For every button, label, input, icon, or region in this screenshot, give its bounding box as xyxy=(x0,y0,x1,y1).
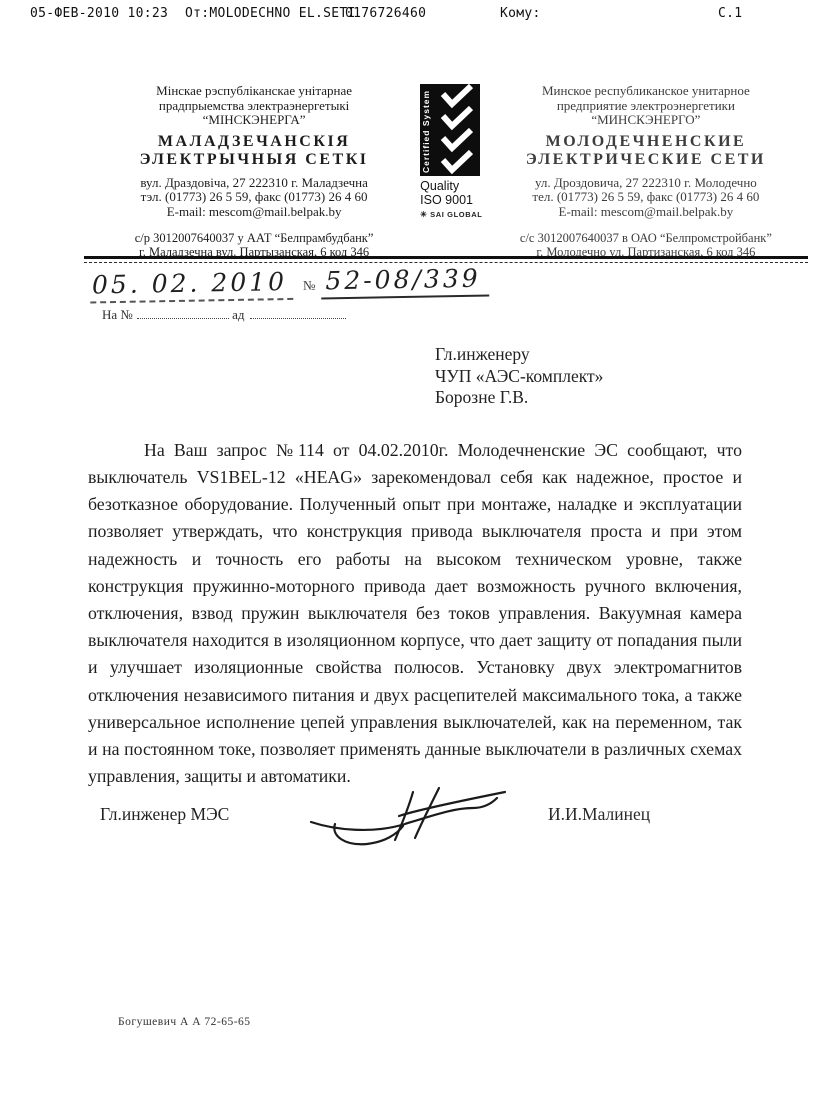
address-line: вул. Драздовіча, 27 222310 г. Маладзечна xyxy=(140,174,368,190)
address-block xyxy=(484,176,808,220)
reply-infix-label: ад xyxy=(232,307,245,322)
reply-number-blank xyxy=(137,306,229,319)
iso-certification-logo xyxy=(420,84,484,259)
company-name: МАЛАДЗЕЧАНСКІЯ xyxy=(157,132,351,150)
letterhead xyxy=(92,84,808,259)
company-name: ЭЛЕКТРИЧЕСКИЕ СЕТИ xyxy=(525,150,766,168)
certified-system-badge xyxy=(420,84,480,176)
handwritten-outgoing-number: 52-08/339 xyxy=(321,264,489,300)
bank-details xyxy=(484,231,808,259)
recipient-company: ЧУП «АЭС-комплект» xyxy=(435,365,604,386)
fax-sender: От:MOLODECHNO EL.SETI xyxy=(185,6,356,21)
org-line: прадпрыемства электраэнергетыкі xyxy=(158,97,350,113)
org-line: “МІНСКЭНЕРГА” xyxy=(202,112,306,127)
reply-date-blank xyxy=(250,306,346,319)
email-line: E-mail: mescom@mail.belpak.by xyxy=(166,203,342,219)
sai-global-text: SAI GLOBAL xyxy=(430,210,483,219)
org-line: Минское республиканское унитарное xyxy=(541,83,750,98)
iso-9001-label: ISO 9001 xyxy=(420,193,473,207)
fax-number: 0176726460 xyxy=(345,6,427,21)
org-line: Мінскае рэспубліканскае унітарнае xyxy=(156,83,353,98)
bank-line: г. Маладзечна вул. Партызанская, 6 код 346 xyxy=(139,245,370,259)
handwritten-date: 05. 02. 2010 xyxy=(90,267,294,304)
fax-page-number: С.1 xyxy=(718,6,743,21)
bank-line: г. Молодечно ул. Партизанская, 6 код 346 xyxy=(536,245,756,259)
quality-label: Quality xyxy=(420,179,460,193)
executor-contact: Богушевич А А 72-65-65 xyxy=(118,1016,251,1028)
letterhead-russian xyxy=(484,84,808,259)
company-name: ЭЛЕКТРЫЧНЫЯ СЕТКІ xyxy=(139,150,369,168)
certified-system-label: Certified System xyxy=(421,89,432,173)
letter-body: На Ваш запрос №114 от 04.02.2010г. Молодечненские ЭС сообщают, что выключатель VS1BEL-12 «HEAG» зарекомендовал себя как надежное, простое и безотказное оборудование. Полученный опыт при монтаже, наладке и эксплуатации позволяет утверждать, что конструкция привода выключателя проста и при этом надежность и точность его работы на высоком техническом уровне, также конструкция пружинно-моторного привода дает возможность ручного включения, отключения, взвод пружин выключателя без токов управления. Вакуумная камера выключателя находится в изоляционном корпусе, что дает защиту от попадания пыли и улучшает изоляционные свойства полюсов. Установку двух электромагнитов отключения независимого питания и двух расцепителей максимального тока, а также универсальное исполнение цепей управления выключателей, как на переменном, так и на постоянном токе, позволяет применять данные выключатели в различных схемах управления, защиты и автоматики. xyxy=(88,439,742,787)
fax-datetime: 05-ФЕВ-2010 10:23 xyxy=(30,6,169,21)
fax-recipient-label: Кому: xyxy=(500,6,541,21)
reply-prefix-label: На № xyxy=(102,307,133,322)
separator-rule-thin xyxy=(84,262,808,263)
checkmarks-icon xyxy=(434,84,480,176)
sai-global-label xyxy=(420,210,484,219)
bank-details xyxy=(92,231,416,259)
phone-line: тел. (01773) 26 5 59, факс (01773) 26 4 60 xyxy=(532,189,760,204)
fax-header xyxy=(0,6,813,24)
recipient-position: Гл.инженеру xyxy=(435,344,530,364)
letterhead-belarusian xyxy=(92,84,416,259)
signer-name: И.И.Малинец xyxy=(548,804,651,824)
org-line: “МИНСКЭНЕРГО” xyxy=(591,112,701,127)
reference-row xyxy=(90,264,489,304)
bank-line: с/р 3012007640037 у ААТ “Белпрамбудбанк” xyxy=(134,231,374,245)
reply-reference-row xyxy=(102,306,346,323)
company-name: МОЛОДЕЧНЕНСКИЕ xyxy=(545,132,747,150)
address-line: ул. Дроздовича, 27 222310 г. Молодечно xyxy=(534,174,757,190)
signer-position: Гл.инженер МЭС xyxy=(100,804,230,824)
phone-line: тэл. (01773) 26 5 59, факс (01773) 26 4 60 xyxy=(140,189,368,204)
address-block xyxy=(92,176,416,220)
signature-icon xyxy=(305,778,520,856)
email-line: E-mail: mescom@mail.belpak.by xyxy=(558,203,734,219)
recipient-block xyxy=(435,344,603,409)
org-line: предприятие электроэнергетики xyxy=(556,97,735,113)
number-sign-label: № xyxy=(302,277,316,293)
recipient-name: Борозне Г.В. xyxy=(435,387,529,407)
separator-rule xyxy=(84,256,808,259)
sai-global-icon: ✳ xyxy=(420,210,428,219)
bank-line: с/с 3012007640037 в ОАО “Белпромстройбанк” xyxy=(519,231,772,245)
